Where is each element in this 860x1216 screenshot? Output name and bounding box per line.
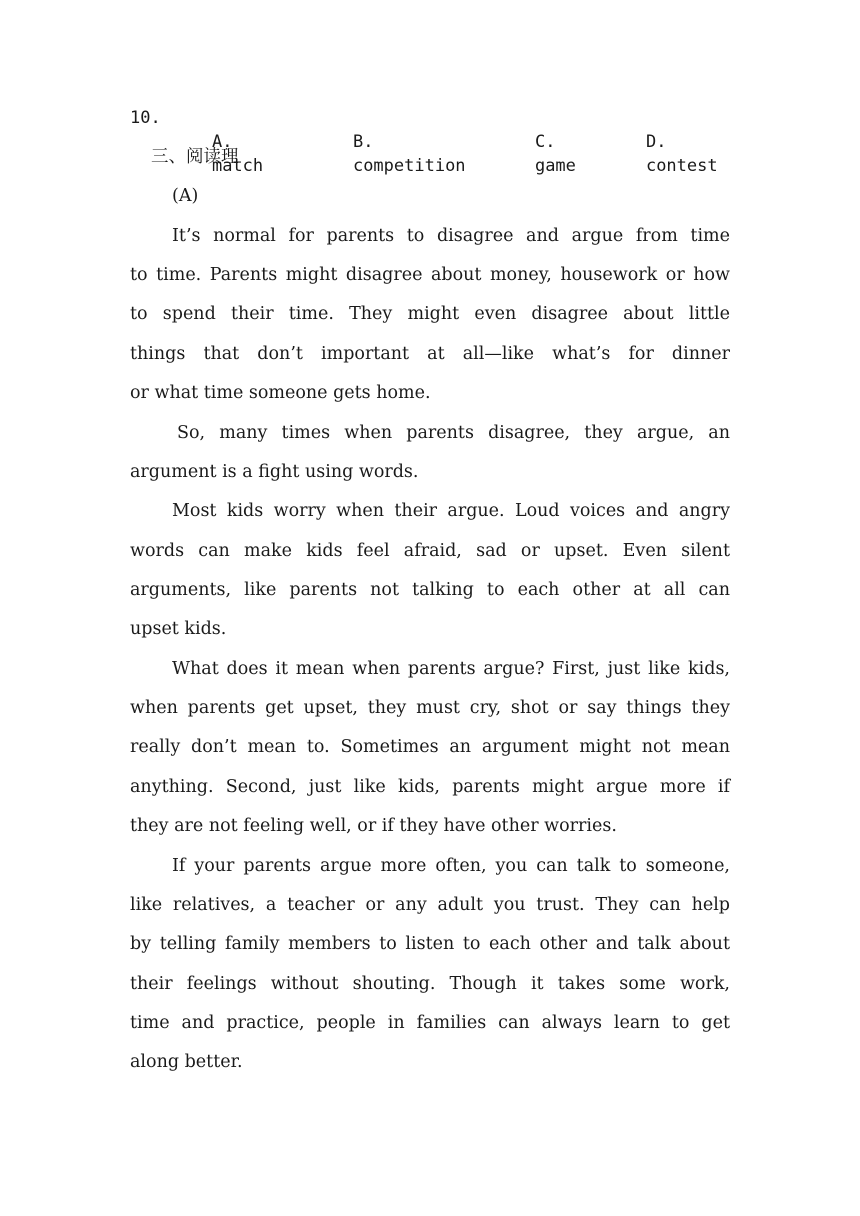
passage-line: anything. Second, just like kids, parents might argue more if	[130, 777, 730, 797]
question-number: 10.	[130, 108, 161, 128]
passage-line: by telling family members to listen to each other and talk about	[130, 934, 730, 954]
passage-line: or what time someone gets home.	[130, 383, 431, 403]
passage-line: their feelings without shouting. Though it takes some work,	[130, 974, 730, 994]
passage-line: arguments, like parents not talking to each other at all can	[130, 580, 730, 600]
passage-line: It’s normal for parents to disagree and argue from time	[172, 226, 730, 246]
passage-line: time and practice, people in families can always learn to get	[130, 1013, 730, 1033]
passage-label: (A)	[172, 186, 199, 206]
option-text: contest	[645, 156, 718, 176]
passage-line: to spend their time. They might even disagree about little	[130, 304, 730, 324]
option-text: competition	[352, 156, 466, 176]
option-letter: C.	[534, 132, 556, 152]
passage-line: words can make kids feel afraid, sad or upset. Even silent	[130, 541, 730, 561]
passage-line: like relatives, a teacher or any adult you trust. They can help	[130, 895, 730, 915]
passage-line: they are not feeling well, or if they have other worries.	[130, 816, 617, 836]
passage-line: argument is a fight using words.	[130, 462, 419, 482]
passage-line: along better.	[130, 1052, 243, 1072]
option-letter: A.	[211, 132, 233, 152]
passage-line: when parents get upset, they must cry, shot or say things they	[130, 698, 730, 718]
passage-line: really don’t mean to. Sometimes an argument might not mean	[130, 737, 730, 757]
passage-line: upset kids.	[130, 619, 227, 639]
passage-line: Most kids worry when their argue. Loud voices and angry	[172, 501, 730, 521]
option-text: game	[534, 156, 576, 176]
passage-line: If your parents argue more often, you can talk to someone,	[172, 856, 730, 876]
option-letter: B.	[352, 132, 374, 152]
option-text: match	[211, 156, 264, 176]
passage-line: What does it mean when parents argue? First, just like kids,	[172, 659, 730, 679]
option-letter: D.	[645, 132, 667, 152]
section-heading: 三、阅读理	[151, 147, 239, 167]
passage-line: things that don’t important at all—like what’s for dinner	[130, 344, 730, 364]
passage-line: to time. Parents might disagree about money, housework or how	[130, 265, 730, 285]
passage-line: So, many times when parents disagree, they argue, an	[177, 423, 730, 443]
